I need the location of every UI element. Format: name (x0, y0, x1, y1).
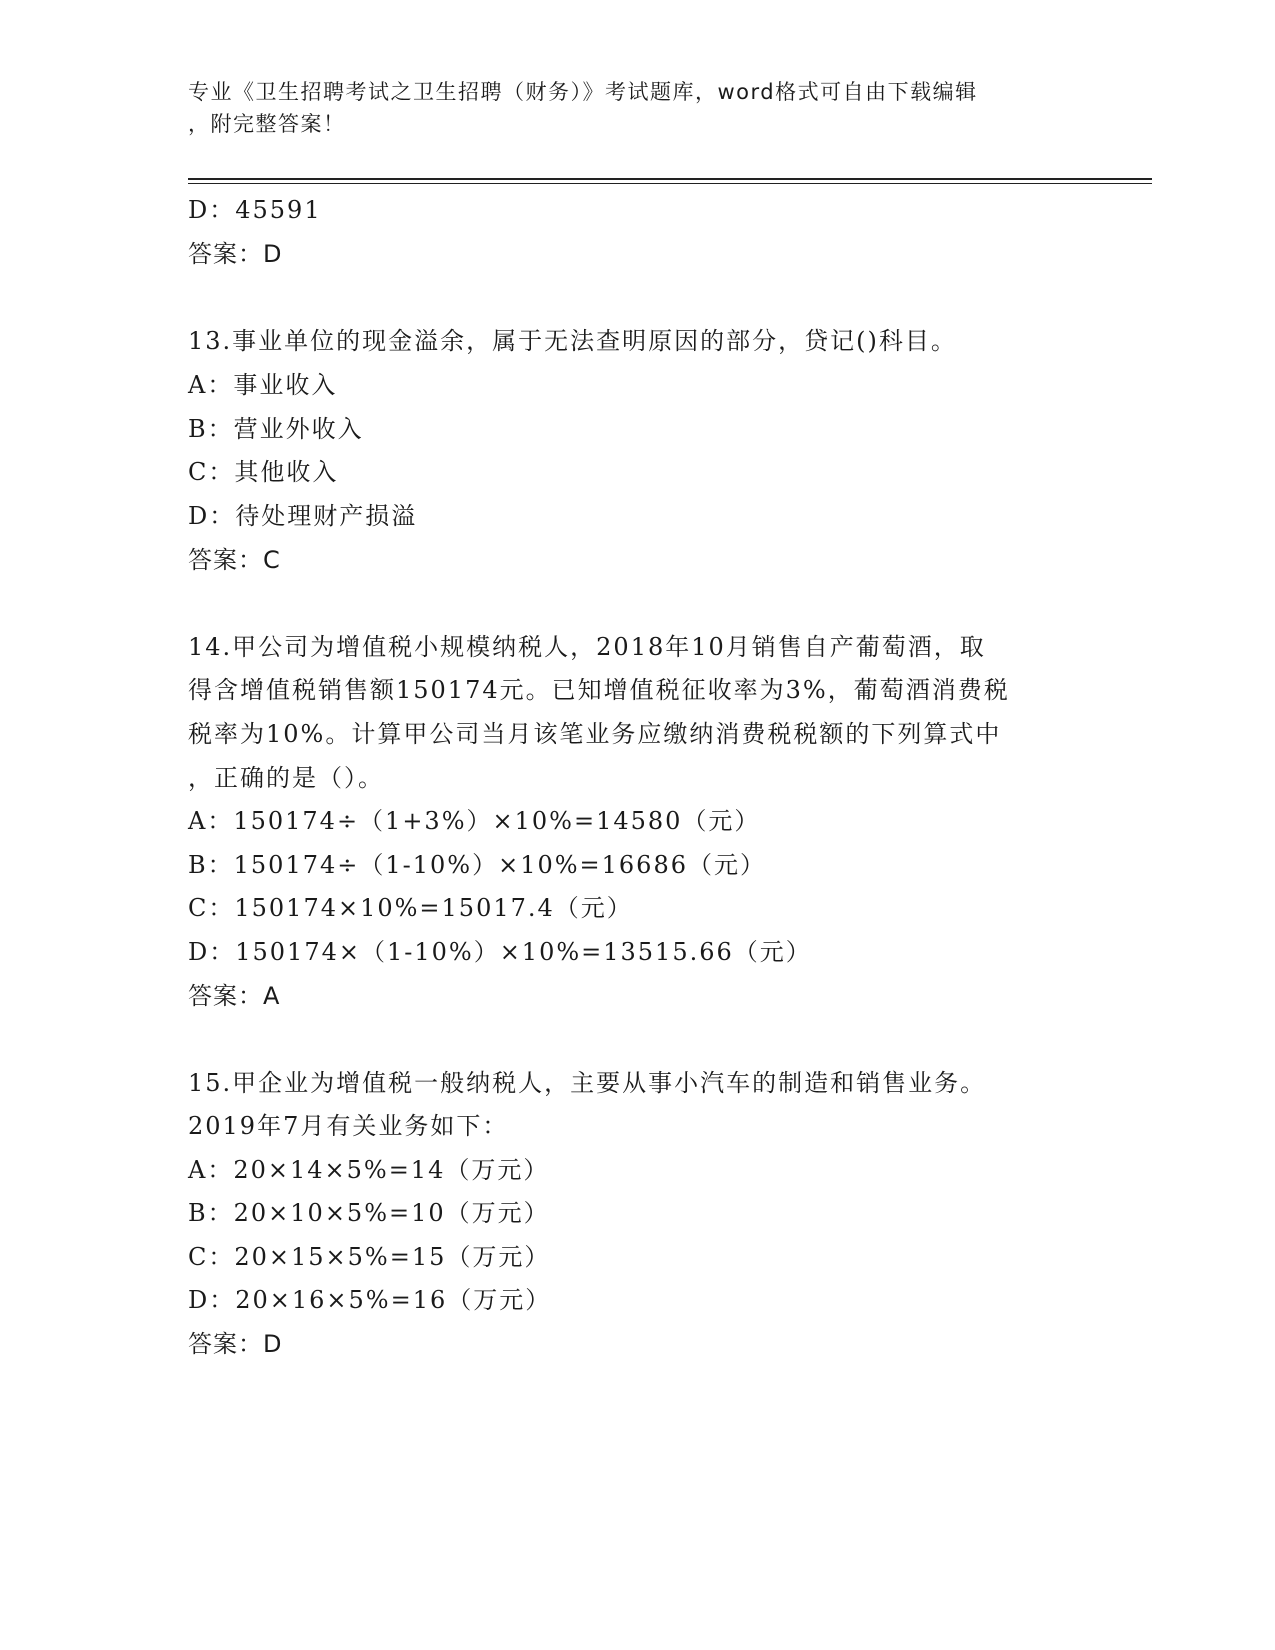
q15-option-d: D：20×16×5%=16（万元） (188, 1286, 552, 1314)
q14-stem-line-4: ，正确的是（）。 (188, 764, 384, 792)
prev-answer: 答案：D (188, 240, 283, 268)
q14-stem-line-1: 14.甲公司为增值税小规模纳税人，2018年10月销售自产葡萄酒，取 (188, 633, 986, 661)
q14-stem-line-3: 税率为10%。计算甲公司当月该笔业务应缴纳消费税税额的下列算式中 (188, 720, 1002, 748)
q15-stem-line-1: 15.甲企业为增值税一般纳税人，主要从事小汽车的制造和销售业务。 (188, 1069, 987, 1097)
q14-option-d: D：150174×（1-10%）×10%=13515.66（元） (188, 938, 812, 966)
q15-option-c: C：20×15×5%=15（万元） (188, 1243, 551, 1271)
q13-option-b: B：营业外收入 (188, 415, 364, 443)
q13-option-a: A：事业收入 (188, 371, 338, 399)
header-line-2: ，附完整答案！ (188, 112, 346, 136)
q15-option-b: B：20×10×5%=10（万元） (188, 1199, 550, 1227)
q14-option-c: C：150174×10%=15017.4（元） (188, 894, 633, 922)
q15-stem-line-2: 2019年7月有关业务如下： (188, 1112, 509, 1140)
q13-option-d: D：待处理财产损溢 (188, 502, 418, 530)
q14-answer: 答案：A (188, 982, 281, 1010)
document-header (188, 76, 1068, 140)
q14-option-a: A：150174÷（1+3%）×10%=14580（元） (188, 807, 761, 835)
header-divider-thin (188, 183, 1152, 184)
q13-stem: 13.事业单位的现金溢余，属于无法查明原因的部分，贷记()科目。 (188, 327, 957, 355)
q13-option-c: C：其他收入 (188, 458, 339, 486)
header-line-1: 专业《卫生招聘考试之卫生招聘（财务）》考试题库，word格式可自由下载编辑 (188, 80, 978, 104)
q15-option-a: A：20×14×5%=14（万元） (188, 1156, 550, 1184)
prev-option-d: D：45591 (188, 196, 322, 224)
q14-stem-line-2: 得含增值税销售额150174元。已知增值税征收率为3%，葡萄酒消费税 (188, 676, 1010, 704)
header-divider-thick (188, 178, 1152, 180)
q13-answer: 答案：C (188, 546, 281, 574)
q15-answer: 答案：D (188, 1330, 283, 1358)
q14-option-b: B：150174÷（1-10%）×10%=16686（元） (188, 851, 766, 879)
